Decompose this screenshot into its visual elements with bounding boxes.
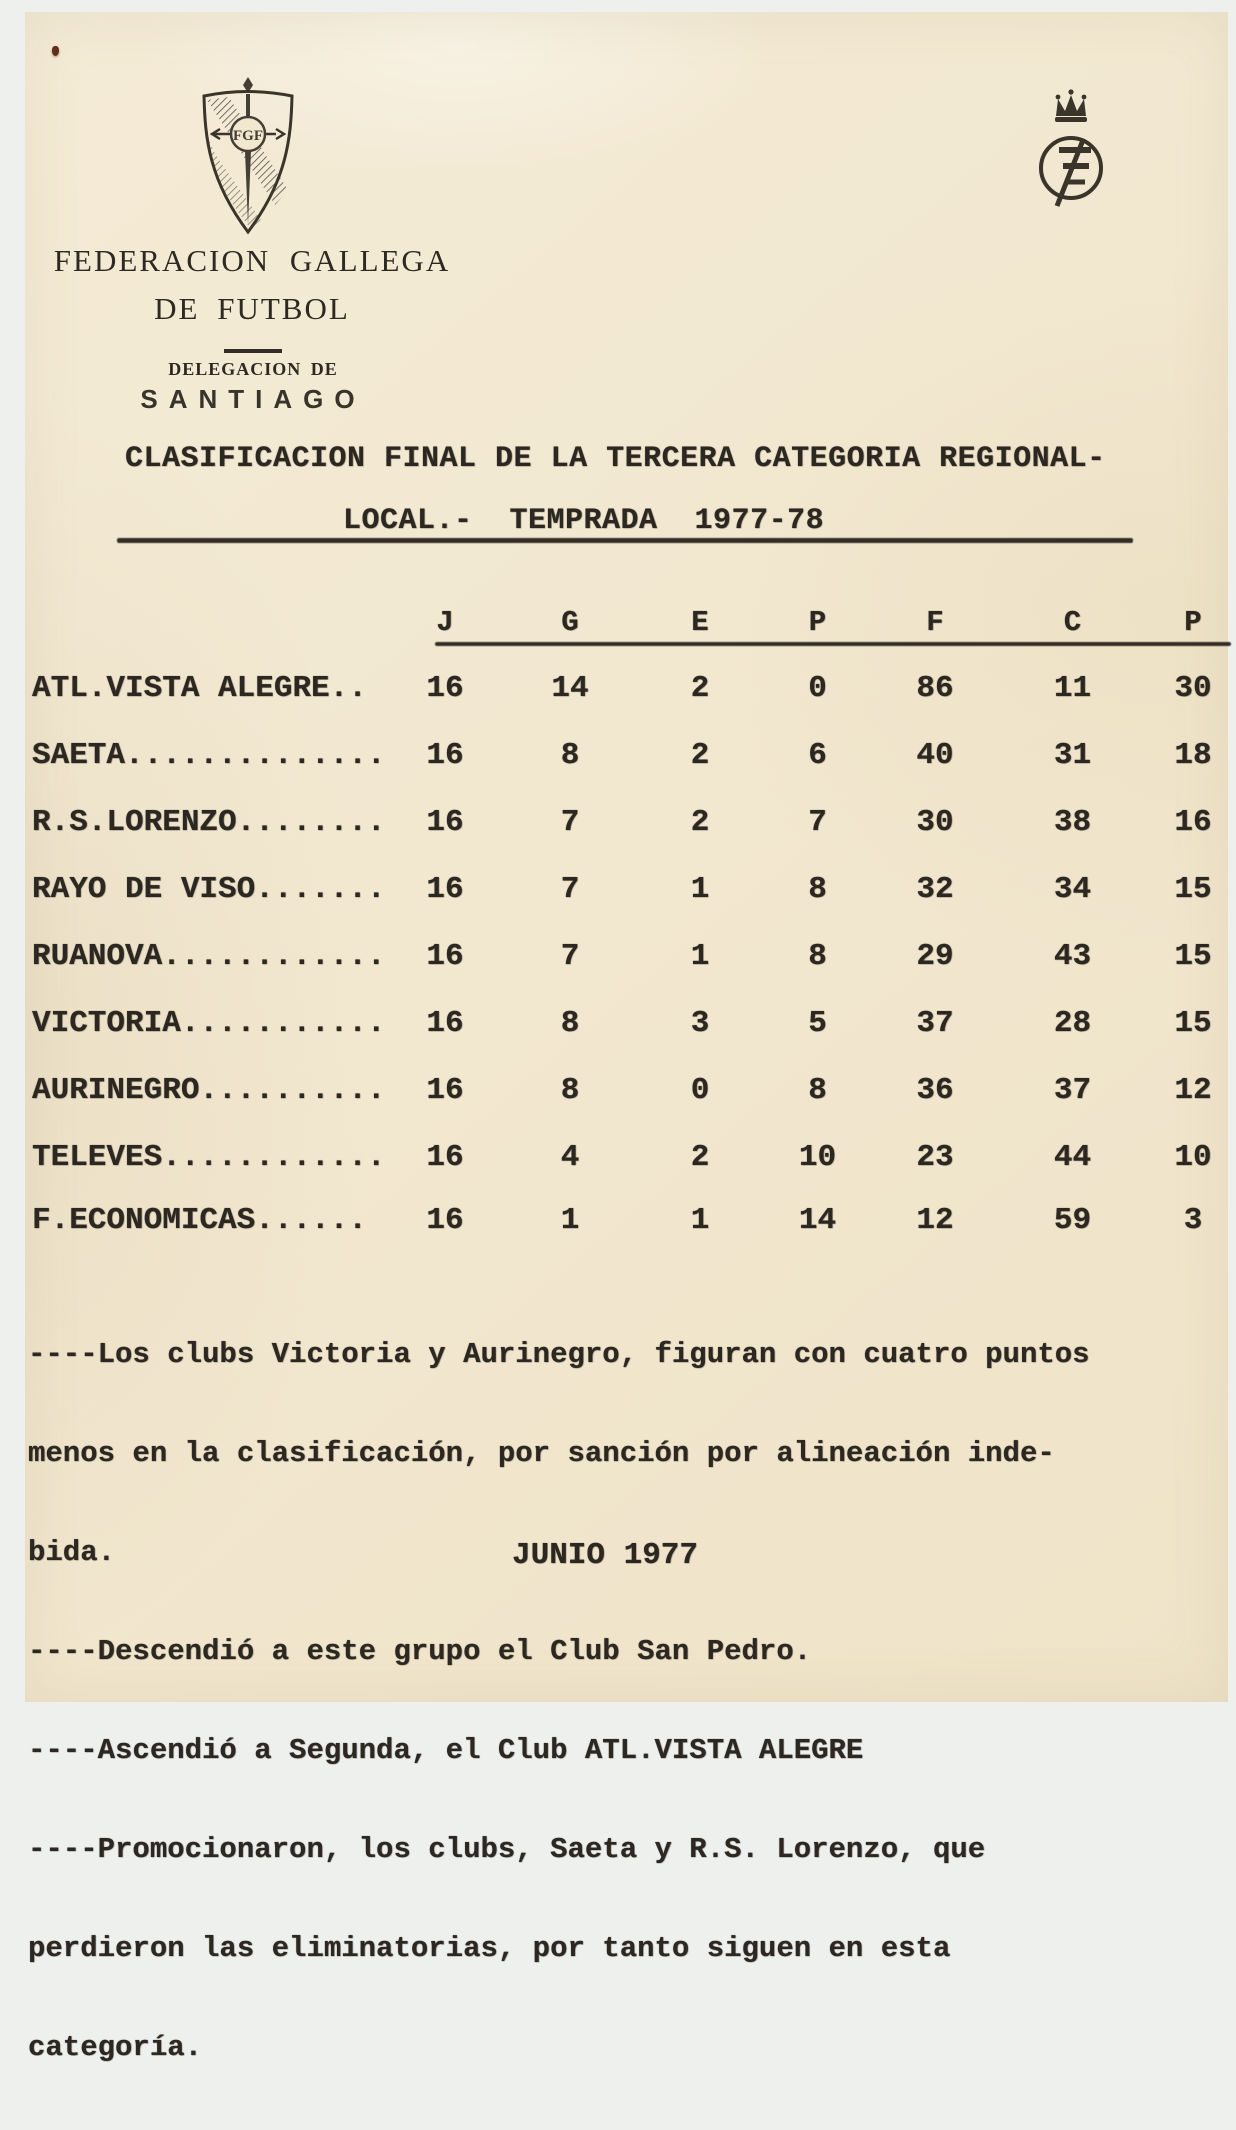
delegation-city: SANTIAGO	[140, 384, 366, 414]
stat-goals-against: 11	[1053, 671, 1092, 706]
stat-points: 15	[1174, 1006, 1212, 1041]
col-header-played: J	[436, 606, 454, 639]
stat-goals-for: 37	[916, 1006, 954, 1041]
stat-goals-for: 86	[916, 671, 954, 706]
stat-drawn: 1	[690, 939, 710, 974]
team-name: RAYO DE VISO.......	[32, 872, 386, 907]
stat-goals-against: 59	[1053, 1203, 1092, 1238]
stat-drawn: 2	[690, 805, 710, 840]
stat-goals-for: 36	[916, 1073, 954, 1108]
stat-won: 8	[560, 1073, 580, 1108]
note-line: menos en la clasificación, por sanción por alineación inde-	[28, 1437, 1055, 1470]
stat-lost: 8	[808, 1073, 827, 1108]
note-line: ----Promocionaron, los clubs, Saeta y R.S. Lorenzo, que	[28, 1833, 986, 1866]
note-line: categoría.	[28, 2031, 203, 2064]
note-line: ----Descendió a este grupo el Club San Pedro.	[28, 1635, 812, 1668]
stat-played: 16	[426, 738, 464, 773]
col-header-drawn: E	[691, 606, 709, 639]
stat-goals-against: 38	[1053, 805, 1092, 840]
stat-won: 1	[560, 1203, 580, 1238]
stat-drawn: 1	[690, 1203, 710, 1238]
team-name: VICTORIA...........	[32, 1006, 386, 1041]
footer-date: JUNIO 1977	[511, 1538, 699, 1573]
stat-points: 12	[1174, 1073, 1212, 1108]
footnotes	[28, 1272, 1228, 2130]
stat-points: 15	[1174, 939, 1212, 974]
stat-goals-against: 31	[1053, 738, 1092, 773]
document-title-line2: LOCAL.- TEMPRADA 1977-78	[343, 504, 825, 538]
stat-played: 16	[426, 1073, 464, 1108]
title-underline	[117, 538, 1133, 543]
stat-won: 14	[551, 671, 589, 706]
table-row	[0, 940, 1236, 974]
team-name: SAETA..............	[32, 738, 386, 773]
col-header-goals-for: F	[926, 606, 944, 639]
table-row	[0, 739, 1236, 773]
delegation-label: DELEGACION DE	[168, 359, 338, 379]
stat-played: 16	[426, 671, 464, 706]
stat-won: 4	[560, 1140, 580, 1175]
stat-goals-for: 30	[916, 805, 954, 840]
stat-lost: 8	[808, 872, 827, 907]
note-line: bida.	[28, 1536, 116, 1569]
stat-goals-against: 28	[1053, 1006, 1092, 1041]
stat-lost: 7	[808, 805, 827, 840]
col-header-points: P	[1184, 606, 1202, 639]
stat-played: 16	[426, 805, 464, 840]
federation-shield-icon	[193, 74, 303, 242]
stat-lost: 5	[808, 1006, 827, 1041]
stat-lost: 0	[808, 671, 827, 706]
stat-goals-against: 34	[1053, 872, 1092, 907]
col-header-goals-against: C	[1063, 606, 1082, 639]
table-row	[0, 1007, 1236, 1041]
stat-played: 16	[426, 1203, 464, 1238]
stat-won: 7	[560, 872, 580, 907]
stat-won: 7	[560, 805, 580, 840]
org-name-line2: DE FUTBOL	[154, 291, 350, 326]
col-header-won: G	[561, 606, 579, 639]
stat-goals-for: 32	[916, 872, 954, 907]
stat-goals-for: 23	[916, 1140, 954, 1175]
team-name: TELEVES............	[32, 1140, 386, 1175]
stat-won: 7	[560, 939, 580, 974]
stat-drawn: 2	[690, 1140, 710, 1175]
stat-goals-for: 29	[916, 939, 954, 974]
stat-drawn: 0	[690, 1073, 710, 1108]
stat-points: 15	[1174, 872, 1212, 907]
team-name: AURINEGRO..........	[32, 1073, 386, 1108]
stat-goals-for: 40	[916, 738, 954, 773]
svg-text:FGF: FGF	[233, 128, 263, 144]
ink-speck	[52, 46, 59, 56]
table-row	[0, 672, 1236, 706]
table-header-underline	[435, 642, 1231, 646]
stat-points: 3	[1183, 1203, 1203, 1238]
stat-points: 18	[1174, 738, 1212, 773]
stat-won: 8	[560, 738, 580, 773]
letterhead-divider	[224, 349, 282, 353]
stat-points: 10	[1174, 1140, 1212, 1175]
stat-played: 16	[426, 939, 464, 974]
team-name: ATL.VISTA ALEGRE..	[32, 671, 367, 706]
stat-drawn: 1	[690, 872, 710, 907]
note-line: ----Ascendió a Segunda, el Club ATL.VISTA ALEGRE	[28, 1734, 864, 1767]
table-row	[0, 1074, 1236, 1108]
document-title-line1: CLASIFICACION FINAL DE LA TERCERA CATEGORIA REGIONAL-	[125, 442, 1106, 476]
stat-drawn: 2	[690, 738, 710, 773]
stat-won: 8	[560, 1006, 580, 1041]
note-line: perdieron las eliminatorias, por tanto siguen en esta	[28, 1932, 951, 1965]
table-row	[0, 1141, 1236, 1175]
table-row	[0, 806, 1236, 840]
table-row	[0, 1204, 1236, 1238]
org-name-line1: FEDERACION GALLEGA	[53, 243, 451, 278]
paper-sheet	[25, 12, 1228, 2064]
stat-played: 16	[426, 1006, 464, 1041]
stat-lost: 14	[798, 1203, 837, 1238]
stat-played: 16	[426, 1140, 464, 1175]
col-header-lost: P	[808, 606, 827, 639]
stat-points: 30	[1174, 671, 1212, 706]
team-name: R.S.LORENZO........	[32, 805, 386, 840]
table-row	[0, 873, 1236, 907]
table-header-row	[0, 606, 1236, 640]
stat-played: 16	[426, 872, 464, 907]
stat-goals-against: 44	[1053, 1140, 1092, 1175]
stat-drawn: 2	[690, 671, 710, 706]
stat-goals-against: 43	[1053, 939, 1092, 974]
stat-goals-for: 12	[916, 1203, 954, 1238]
stat-goals-against: 37	[1053, 1073, 1092, 1108]
team-name: RUANOVA............	[32, 939, 386, 974]
stat-drawn: 3	[690, 1006, 710, 1041]
team-column-header	[0, 606, 390, 640]
stat-points: 16	[1174, 805, 1212, 840]
note-line: ----Los clubs Victoria y Aurinegro, figuran con cuatro puntos	[28, 1338, 1090, 1371]
royal-crest-icon	[1025, 84, 1117, 224]
stat-lost: 10	[798, 1140, 837, 1175]
team-name: F.ECONOMICAS......	[32, 1203, 367, 1238]
stat-lost: 6	[808, 738, 827, 773]
stat-lost: 8	[808, 939, 827, 974]
